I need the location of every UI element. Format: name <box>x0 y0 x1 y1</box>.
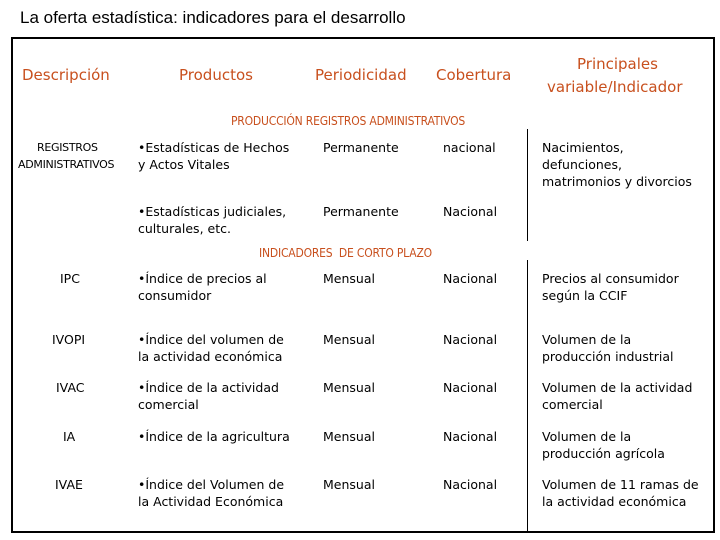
row-variable: Volumen de la actividad comercial <box>542 380 693 412</box>
row-periodicidad: Permanente <box>323 140 399 155</box>
row-desc: IVAC <box>56 380 85 395</box>
row-variable: Nacimientos, defunciones, matrimonios y divorcios <box>542 140 692 189</box>
header-descripcion: Descripción <box>22 66 110 84</box>
row-desc: IA <box>63 429 76 444</box>
row-cobertura: Nacional <box>443 477 498 492</box>
row-desc: IVOPI <box>52 332 86 347</box>
row-periodicidad: Mensual <box>323 332 375 347</box>
row-periodicidad: Mensual <box>323 271 375 286</box>
col-divider <box>527 129 528 241</box>
row-variable: Volumen de la producción agrícola <box>542 429 665 461</box>
row-product: •Estadísticas de Hechos y Actos Vitales <box>138 140 290 172</box>
header-variable-indicador: variable/Indicador <box>547 78 683 96</box>
row-periodicidad: Mensual <box>323 380 375 395</box>
header-cobertura: Cobertura <box>436 66 512 84</box>
row-product: •Índice del volumen de la actividad económica <box>138 332 284 364</box>
row-cobertura: Nacional <box>443 271 498 286</box>
row-variable: Precios al consumidor según la CCIF <box>542 271 679 303</box>
section-title-short-term: INDICADORES DE CORTO PLAZO <box>259 246 432 260</box>
row-periodicidad: Permanente <box>323 204 399 219</box>
row-variable: Volumen de la producción industrial <box>542 332 674 364</box>
row-product: •Índice de precios al consumidor <box>138 271 267 303</box>
row-periodicidad: Mensual <box>323 429 375 444</box>
row-desc: IPC <box>60 271 80 286</box>
row-periodicidad: Mensual <box>323 477 375 492</box>
row-cobertura: Nacional <box>443 380 498 395</box>
row-product: •Índice del Volumen de la Actividad Económica <box>138 477 285 509</box>
row-cobertura: Nacional <box>443 332 498 347</box>
header-productos: Productos <box>179 66 253 84</box>
row-cobertura: nacional <box>443 140 496 155</box>
row-variable: Volumen de 11 ramas de la actividad económica <box>542 477 699 509</box>
col-divider <box>527 260 528 533</box>
row-cobertura: Nacional <box>443 429 498 444</box>
header-principales: Principales <box>577 55 658 73</box>
row-desc: REGISTROS ADMINISTRATIVOS <box>18 141 115 171</box>
row-cobertura: Nacional <box>443 204 498 219</box>
row-desc: IVAE <box>55 477 83 492</box>
page-title: La oferta estadística: indicadores para el desarrollo <box>20 8 406 27</box>
header-periodicidad: Periodicidad <box>315 66 407 84</box>
row-product: •Índice de la agricultura <box>138 429 290 444</box>
section-title-admin: PRODUCCIÓN REGISTROS ADMINISTRATIVOS <box>231 114 466 128</box>
row-product: •Estadísticas judiciales, culturales, etc. <box>138 204 287 236</box>
row-product: •Índice de la actividad comercial <box>138 380 279 412</box>
